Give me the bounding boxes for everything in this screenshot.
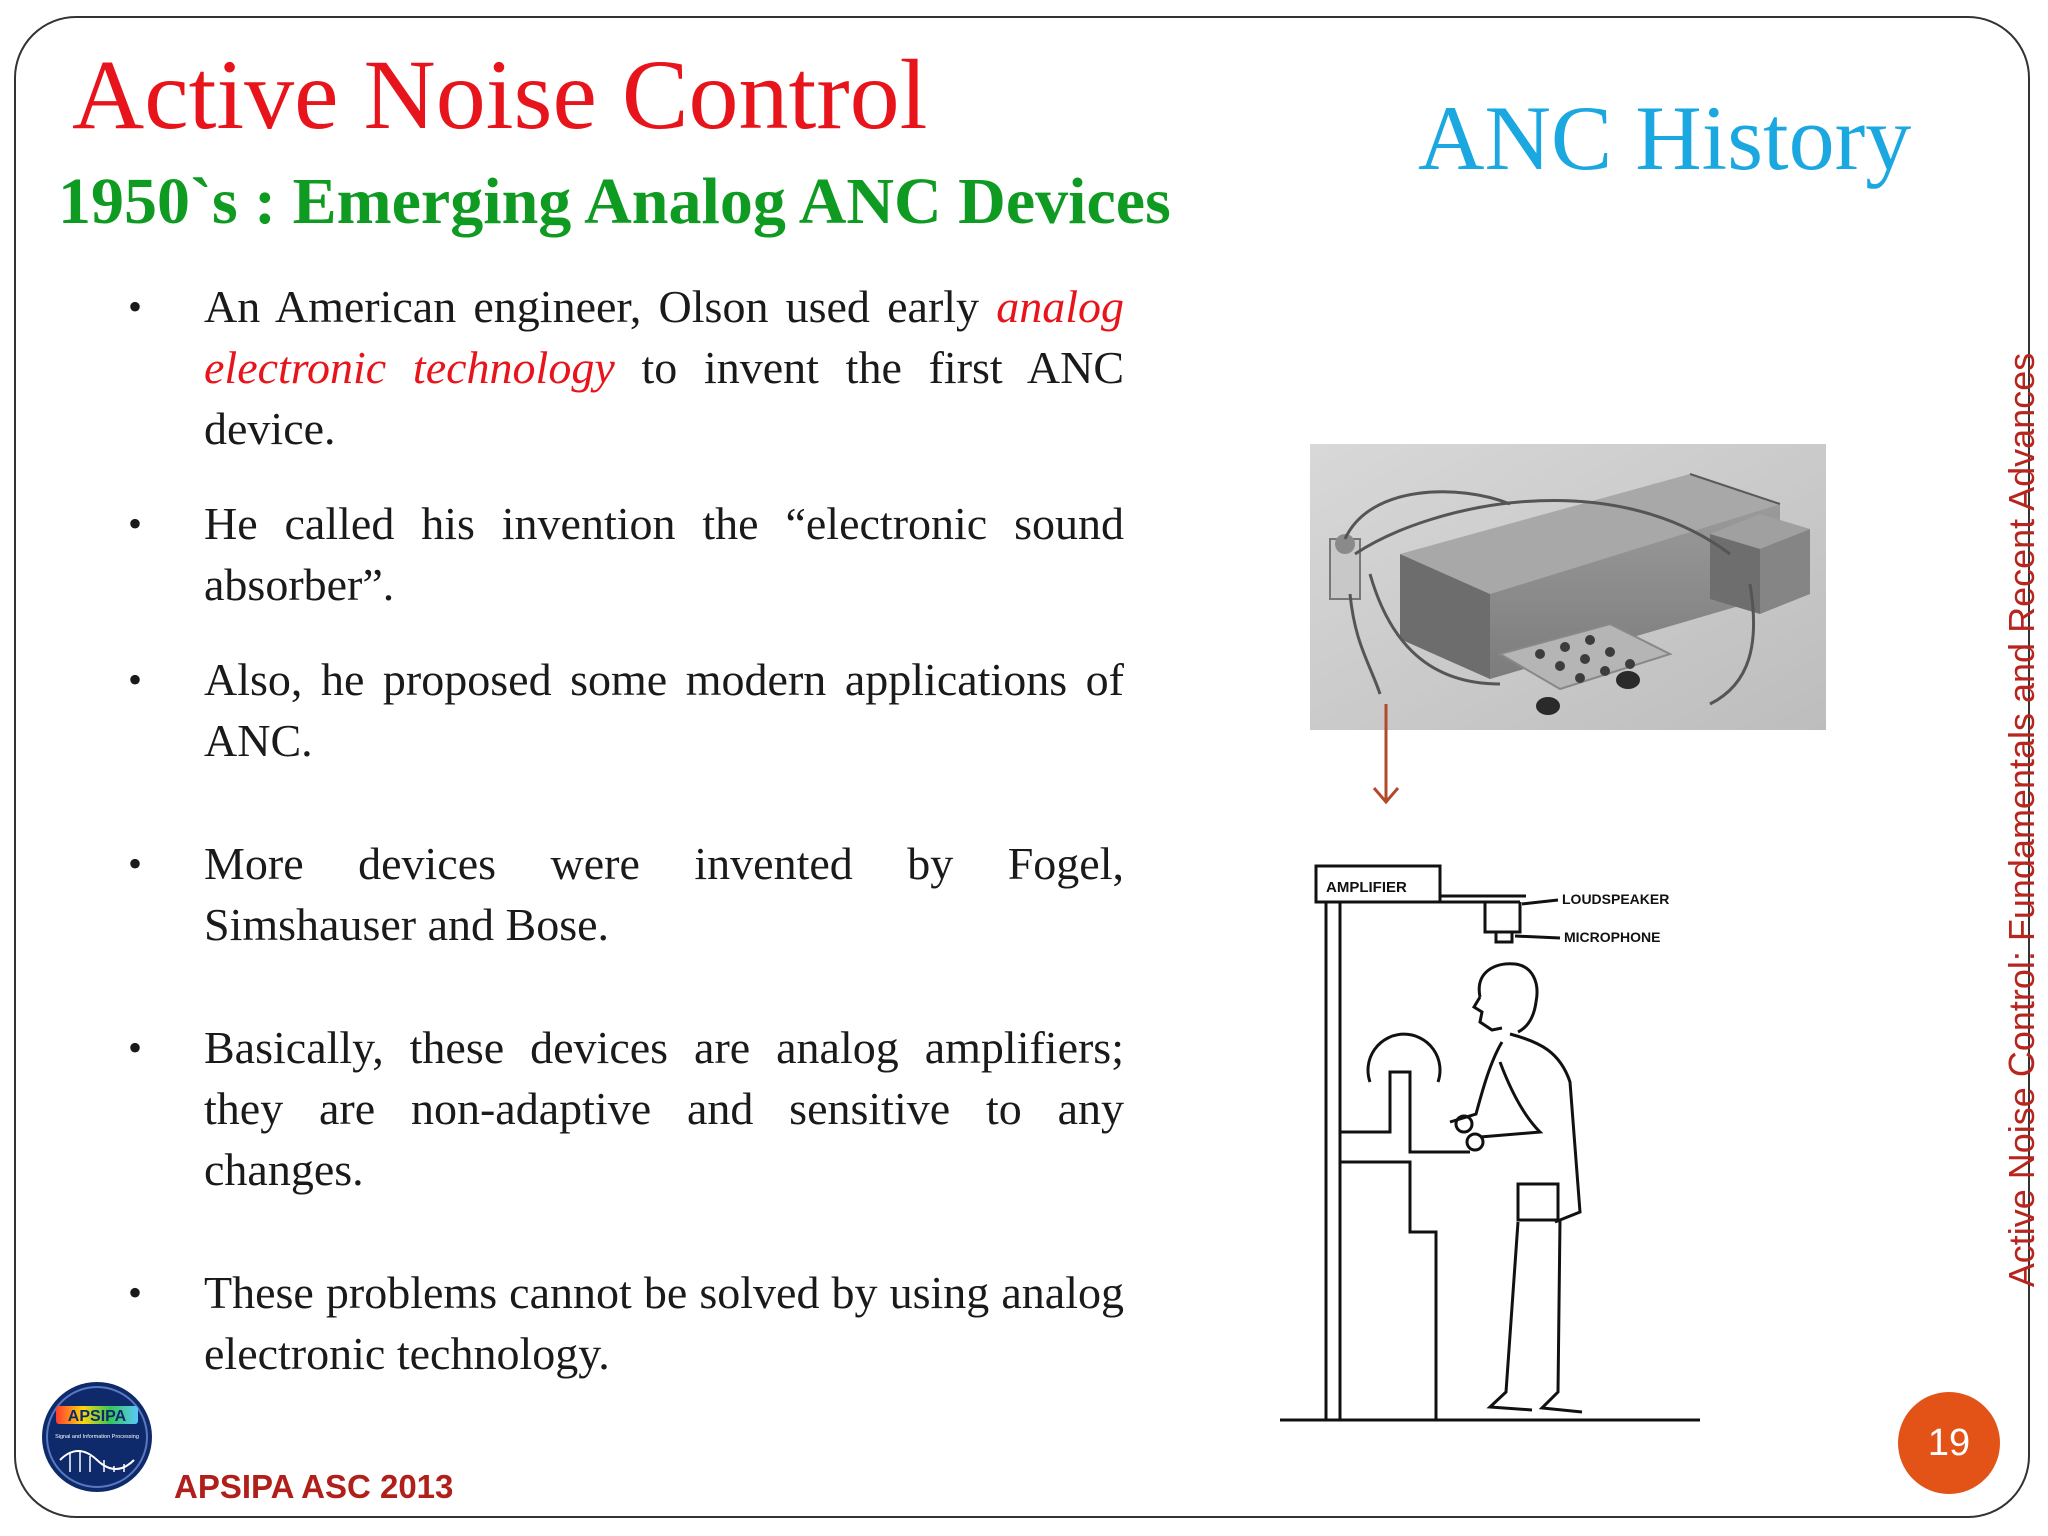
bullet-item-1 xyxy=(120,276,1124,459)
bullet-list xyxy=(120,270,1124,1384)
microphone-label: MICROPHONE xyxy=(1564,929,1661,945)
bullet-dot: • xyxy=(128,657,143,702)
down-arrow-icon xyxy=(1366,704,1406,808)
page-number: 19 xyxy=(1927,1421,1971,1464)
bullet-item-4 xyxy=(120,833,1124,955)
amplifier-label: AMPLIFIER xyxy=(1326,879,1407,896)
bullet-text: He called his invention the “electronic sound absorber”. xyxy=(204,498,1124,610)
bullet-item-5 xyxy=(120,1017,1124,1200)
device-photo xyxy=(1310,444,1826,730)
bullet-text: More devices were invented by Fogel, Simshauser and Bose. xyxy=(204,838,1124,950)
bullet-text: to invent the first ANC device. xyxy=(204,342,1125,454)
loudspeaker-label: LOUDSPEAKER xyxy=(1562,891,1670,907)
bullet-dot: • xyxy=(128,1270,143,1315)
footer-conference: APSIPA ASC 2013 xyxy=(174,1468,454,1505)
bullet-dot: • xyxy=(128,1025,143,1070)
apsipa-logo-icon xyxy=(40,1380,154,1494)
emphasis-text: analog electronic technology xyxy=(204,281,1124,393)
logo-tagline: Signal and Information Processing xyxy=(55,1434,139,1440)
page-number-badge xyxy=(1898,1392,2000,1494)
bullet-item-3 xyxy=(120,649,1124,771)
bullet-text: Basically, these devices are analog amplifiers; they are non-adaptive and sensitive to any changes. xyxy=(204,1022,1124,1195)
slide-subtitle: 1950`s : Emerging Analog ANC Devices xyxy=(58,165,1171,238)
section-title: ANC History xyxy=(1418,87,1912,189)
bullet-item-2 xyxy=(120,493,1124,615)
bullet-dot: • xyxy=(128,284,143,329)
anc-booth-diagram xyxy=(1270,852,1710,1462)
bullet-text: These problems cannot be solved by using analog electronic technology. xyxy=(204,1267,1124,1379)
bullet-text: An American engineer, Olson used early xyxy=(204,281,997,332)
slide-title: Active Noise Control xyxy=(72,39,928,150)
logo-text: APSIPA xyxy=(67,1408,127,1425)
bullet-text: Also, he proposed some modern applications of ANC. xyxy=(204,654,1124,766)
vertical-caption-text: Active Noise Control: Fundamentals and Recent Advances xyxy=(2001,352,2042,1288)
bullet-dot: • xyxy=(128,841,143,886)
bullet-dot: • xyxy=(128,501,143,546)
bullet-item-6 xyxy=(120,1262,1124,1384)
